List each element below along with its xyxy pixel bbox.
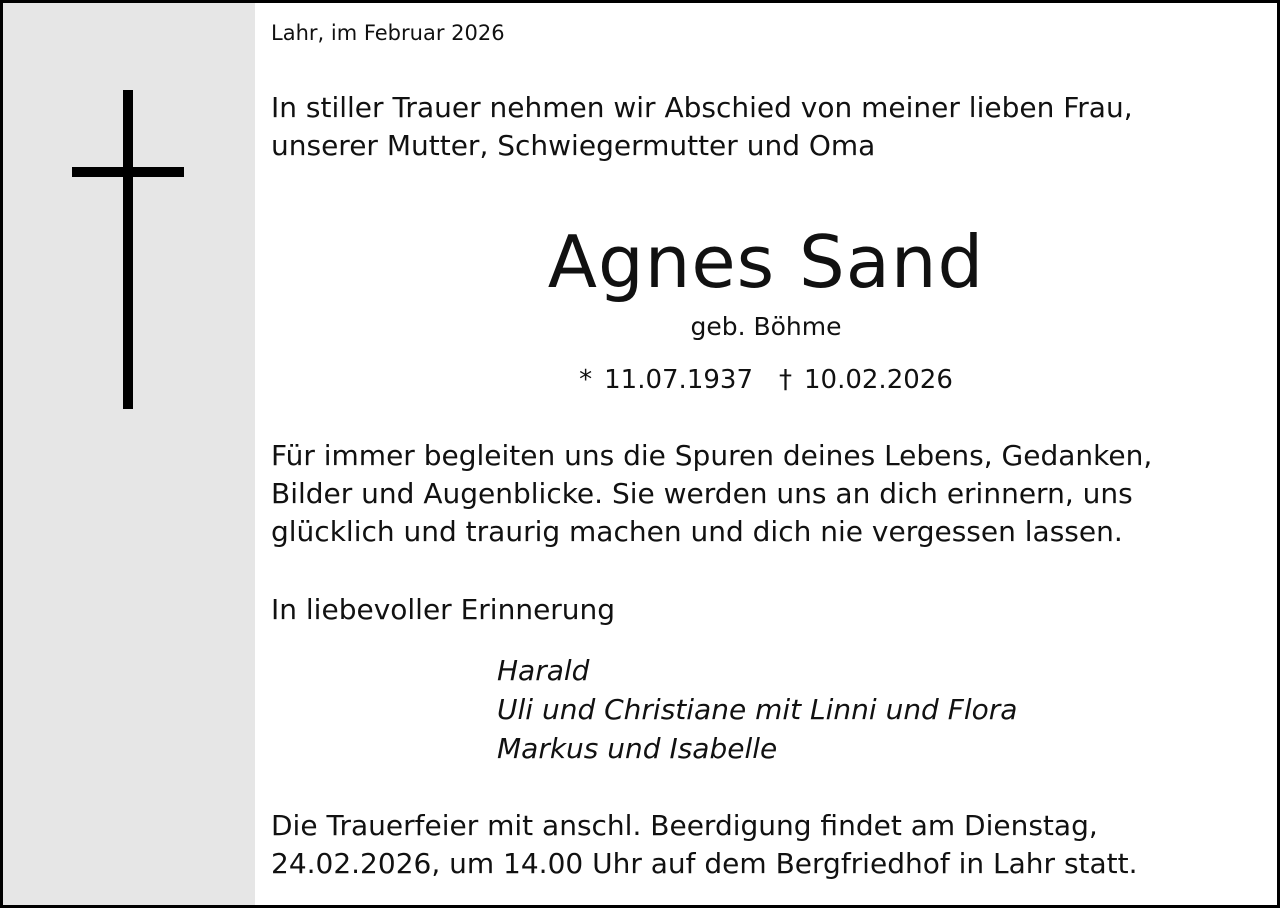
birth-date: 11.07.1937 [604,365,753,395]
funeral-line: 24.02.2026, um 14.00 Uhr auf dem Bergfriedhof in Lahr statt. [271,847,1138,880]
funeral-info [271,807,1138,883]
deceased-name: Agnes Sand [547,220,985,304]
tribute-line: Bilder und Augenblicke. Sie werden uns an dich erinnern, uns [271,477,1133,510]
mourner-entry: Harald [497,654,590,687]
intro-line: In stiller Trauer nehmen wir Abschied von meiner lieben Frau, [271,91,1133,124]
intro-text [271,89,1133,165]
memory-label: In liebevoller Erinnerung [271,593,616,626]
life-dates [255,361,1277,399]
tribute-text [271,437,1152,551]
maiden-name: geb. Böhme [690,312,842,341]
place-date: Lahr, im Februar 2026 [271,21,505,45]
cross-horizontal-bar [72,167,184,177]
funeral-line: Die Trauerfeier mit anschl. Beerdigung findet am Dienstag, [271,809,1098,842]
tribute-line: glücklich und traurig machen und dich nie vergessen lassen. [271,515,1123,548]
left-panel [3,3,255,905]
mourner-entry: Markus und Isabelle [497,732,778,765]
intro-line: unserer Mutter, Schwiegermutter und Oma [271,129,876,162]
mourner-entry: Uli und Christiane mit Linni und Flora [497,693,1018,726]
birth-symbol: * [579,365,593,395]
tribute-line: Für immer begleiten uns die Spuren deines Lebens, Gedanken, [271,439,1153,472]
death-date: 10.02.2026 [804,365,953,395]
mourners-list [497,651,1017,768]
cross-vertical-bar [123,90,133,409]
death-symbol: † [779,365,792,395]
